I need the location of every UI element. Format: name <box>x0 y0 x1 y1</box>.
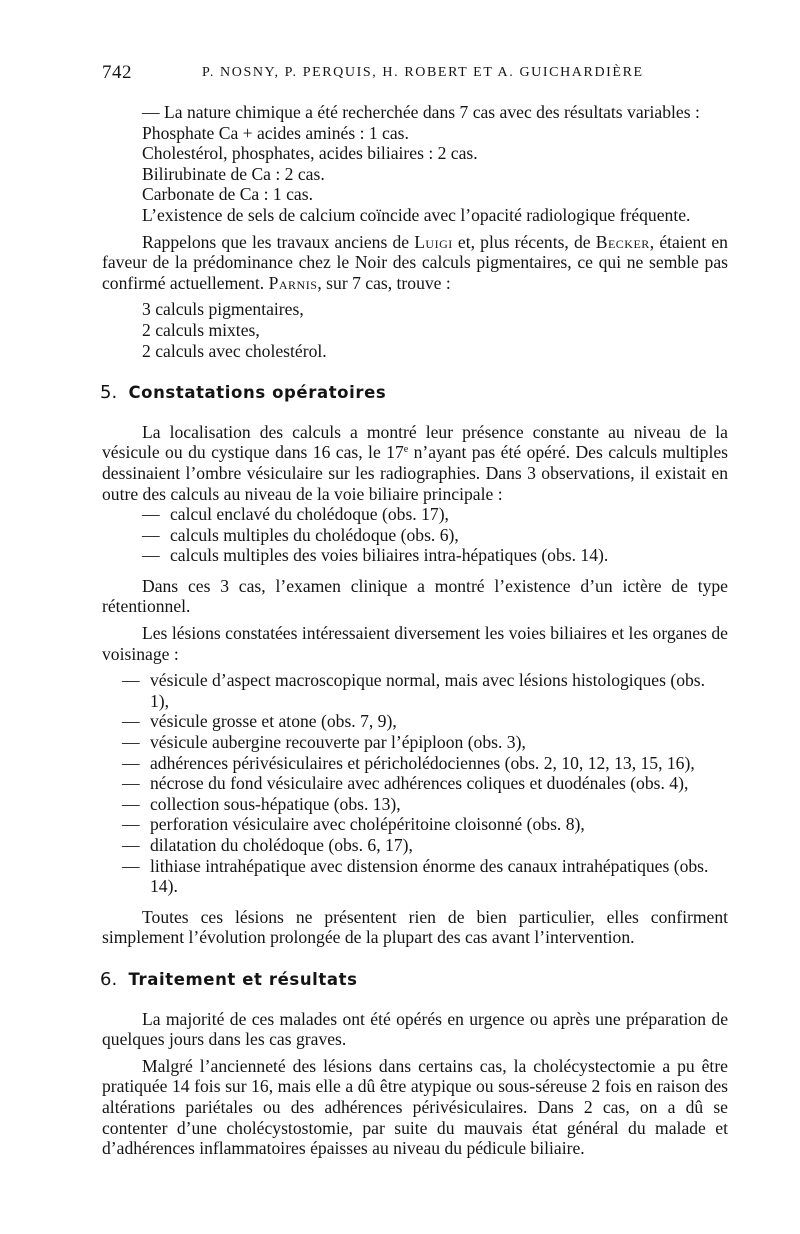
list-item: — vésicule d’aspect macroscopique normal, mais avec lésions histologiques (obs. 1), <box>102 670 728 711</box>
bile-duct-calculi-list <box>102 504 728 566</box>
list-item: 3 calculs pigmentaires, <box>142 299 304 320</box>
list-item: — perforation vésiculaire avec cholépéritoine cloisonné (obs. 8), <box>102 814 728 835</box>
paragraph-chemical-nature: — La nature chimique a été recherchée dans 7 cas avec des résultats variables : <box>142 102 700 122</box>
section-number: 5. <box>100 382 118 404</box>
page-number: 742 <box>102 62 132 83</box>
list-item: — nécrose du fond vésiculaire avec adhérences coliques et duodénales (obs. 4), <box>102 773 728 794</box>
list-item: — vésicule grosse et atone (obs. 7, 9), <box>102 711 728 732</box>
list-item: — calculs multiples des voies biliaires intra-hépatiques (obs. 14). <box>102 545 728 566</box>
list-item: — adhérences périvésiculaires et péricholédociennes (obs. 2, 10, 12, 13, 15, 16), <box>102 753 728 774</box>
list-item: 2 calculs avec cholestérol. <box>142 340 327 361</box>
list-item: — collection sous-hépatique (obs. 13), <box>102 794 728 815</box>
author-name: Becker <box>595 231 650 252</box>
list-item: Cholestérol, phosphates, acides biliaires : 2 cas. <box>142 143 478 164</box>
list-item: L’existence de sels de calcium coïncide avec l’opacité radiologique fréquente. <box>142 204 691 225</box>
text-run: , étaient en faveur de la prédominance chez le Noir des calculs pigmentaires, ce qui ne semble pas confirmé actuellement. <box>102 231 728 293</box>
text-run: et, plus récents, de <box>452 231 596 252</box>
author-name: Luigi <box>414 231 453 252</box>
paragraph-previous-works <box>102 232 728 294</box>
section-title: Constatations opératoires <box>128 383 387 403</box>
superscript: e <box>403 444 409 456</box>
paragraph-surgery: La majorité de ces malades ont été opérés en urgence ou après une préparation de quelques jours dans les cas graves. <box>102 1008 728 1050</box>
author-name: Parnis <box>268 272 318 293</box>
calculi-types-list <box>102 299 728 361</box>
paragraph-conclusion: Toutes ces lésions ne présentent rien de bien particulier, elles confirment simplement l’évolution prolongée de la plupart des cas avant l’intervention. <box>102 906 728 948</box>
body-text <box>102 102 728 1159</box>
running-head: P. NOSNY, P. PERQUIS, H. ROBERT ET A. GUICHARDIÈRE <box>202 65 644 80</box>
list-item: 2 calculs mixtes, <box>142 319 260 340</box>
paragraph-localisation <box>102 422 728 504</box>
text-run: n’ayant pas été opéré. Des calculs multiples dessinaient l’ombre vésiculaire sur les radiographies. Dans 3 observations, il existait en outre des calculs au niveau de la voie biliaire principale : <box>102 442 728 504</box>
list-item: — calculs multiples du cholédoque (obs. 6), <box>102 525 728 546</box>
paragraph-lesions: Les lésions constatées intéressaient diversement les voies biliaires et les organes de voisinage : <box>102 623 728 664</box>
text-run: Rappelons que les travaux anciens de <box>142 231 415 252</box>
section-number: 6. <box>100 968 118 990</box>
text-run: La localisation des calculs a montré leur présence constante au niveau de la vésicule ou du cystique dans 16 cas, le 17 <box>102 421 728 463</box>
chemical-composition-list <box>102 123 728 226</box>
list-item: Phosphate Ca + acides aminés : 1 cas. <box>142 122 409 143</box>
paragraph-clinical-exam: Dans ces 3 cas, l’examen clinique a montré l’existence d’un ictère de type rétentionnel. <box>102 575 728 617</box>
paragraph-cholecystectomy: Malgré l’ancienneté des lésions dans certains cas, la cholécystectomie a pu être pratiquée 14 fois sur 16, mais elle a dû être atypique ou sous-séreuse 2 fois en raison des altérations pariétales ou des adhérences périvésiculaires. Dans 2 cas, on a dû se contenter d’une cholécystostomie, par suite du mauvais état général du malade et d’adhérences inflammatoires épaisses au niveau du pédicule biliaire. <box>102 1055 728 1159</box>
section-title: Traitement et résultats <box>128 969 358 989</box>
list-item: — dilatation du cholédoque (obs. 6, 17), <box>102 835 728 856</box>
list-item: — lithiase intrahépatique avec distension énorme des canaux intrahépatiques (obs. 14). <box>102 856 728 897</box>
section-heading-6 <box>100 970 728 991</box>
list-item: Bilirubinate de Ca : 2 cas. <box>142 163 325 184</box>
list-item: — calcul enclavé du cholédoque (obs. 17), <box>102 504 728 525</box>
section-heading-5 <box>100 383 728 404</box>
text-run: , sur 7 cas, trouve : <box>317 272 451 293</box>
list-item: Carbonate de Ca : 1 cas. <box>142 184 313 205</box>
page-header <box>102 62 730 88</box>
lesions-list <box>102 670 728 897</box>
list-item: — vésicule aubergine recouverte par l’épiploon (obs. 3), <box>102 732 728 753</box>
